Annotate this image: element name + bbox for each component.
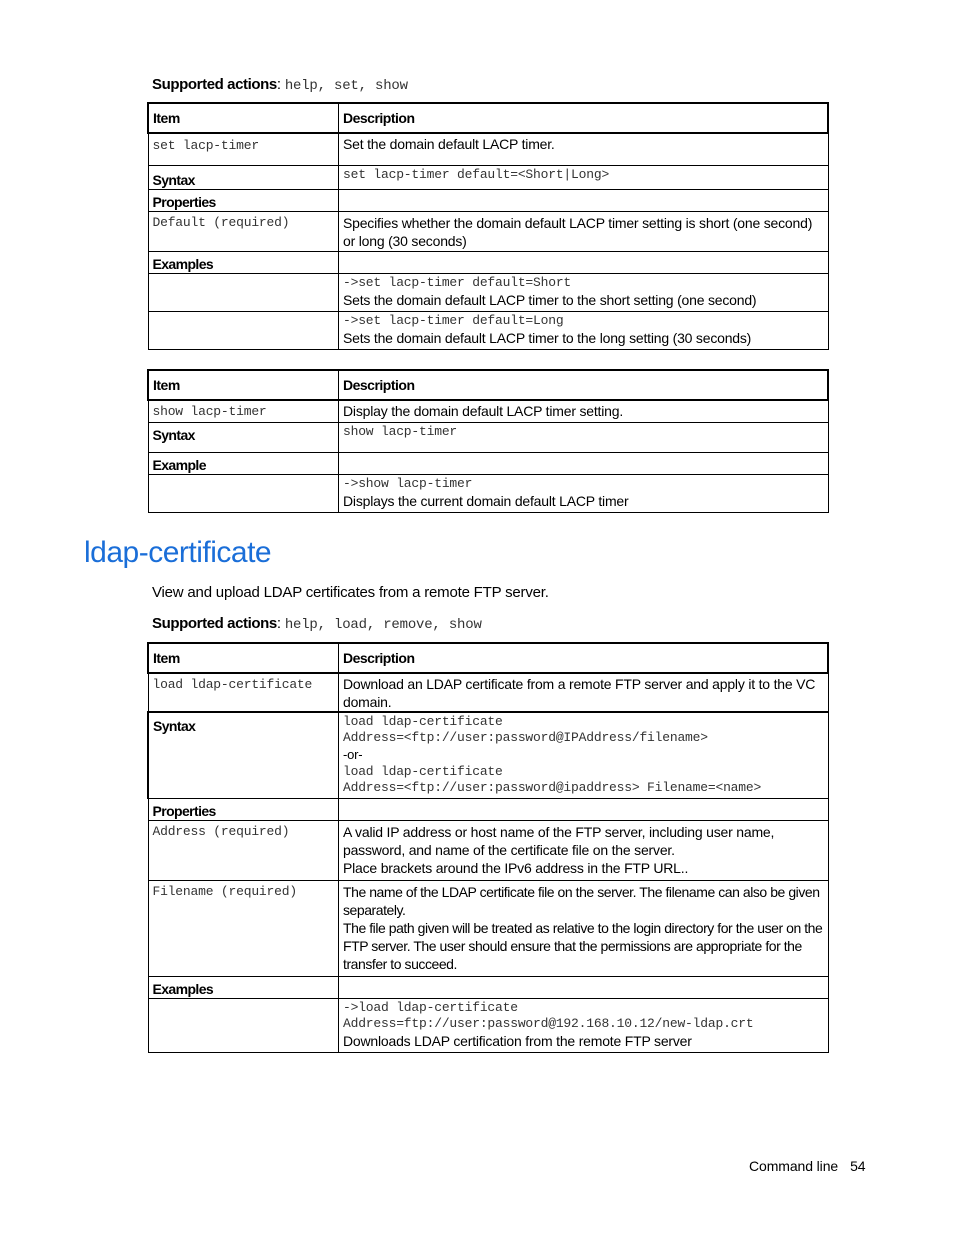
header-item: Item xyxy=(148,370,339,400)
syntax-text: Address=<ftp://user:password@IPAddress/filename> xyxy=(343,730,708,745)
example-command: Address=ftp://user:password@192.168.10.12/new-ldap.crt xyxy=(343,1015,754,1031)
property-name: Default (required) xyxy=(152,214,290,230)
table-row xyxy=(148,798,828,820)
command-name: load ldap-certificate xyxy=(152,677,313,692)
table-row xyxy=(148,880,828,976)
example-command: ->set lacp-timer default=Short xyxy=(343,274,572,290)
section-intro: View and upload LDAP certificates from a remote FTP server. xyxy=(152,584,549,601)
supported-actions-label: Supported actions xyxy=(152,615,277,632)
table-header-row xyxy=(148,103,828,133)
page-number: 54 xyxy=(850,1158,866,1174)
syntax-text: show lacp-timer xyxy=(343,423,458,439)
table-row xyxy=(148,976,828,998)
syntax-text: set lacp-timer default=<Short|Long> xyxy=(343,166,610,182)
table-row xyxy=(148,251,828,273)
table-row xyxy=(148,211,828,251)
load-ldap-certificate-table xyxy=(147,642,829,1053)
table-row xyxy=(148,273,828,311)
syntax-text: load ldap-certificate xyxy=(343,714,503,729)
table-row xyxy=(148,474,828,512)
property-description: A valid IP address or host name of the FTP server, including user name, password, and name of the certificate file on the server. xyxy=(343,823,775,858)
property-description: The name of the LDAP certificate file on the server. The filename can also be given separately. xyxy=(343,883,820,918)
property-description: Place brackets around the IPv6 address in the FTP URL.. xyxy=(343,859,689,876)
header-item: Item xyxy=(148,643,339,673)
table-header-row xyxy=(148,370,828,400)
example-command: ->load ldap-certificate xyxy=(343,999,518,1015)
syntax-label: Syntax xyxy=(148,422,339,452)
syntax-text: Address=<ftp://user:password@ipaddress> Filename=<name> xyxy=(343,780,762,795)
command-name: show lacp-timer xyxy=(152,404,267,419)
examples-label: Examples xyxy=(148,976,339,998)
header-item: Item xyxy=(148,103,339,133)
table-row xyxy=(148,452,828,474)
supported-actions-value: help, load, remove, show xyxy=(284,617,482,633)
command-description: Display the domain default LACP timer setting. xyxy=(339,400,829,422)
show-lacp-timer-table xyxy=(147,369,829,513)
table-row xyxy=(148,400,828,422)
example-label: Example xyxy=(148,452,339,474)
table-row xyxy=(148,998,828,1052)
supported-actions-line: Supported actions: help, set, show xyxy=(152,76,408,94)
properties-label: Properties xyxy=(148,189,339,211)
example-description: Sets the domain default LACP timer to the long setting (30 seconds) xyxy=(343,329,752,346)
property-description: The file path given will be treated as relative to the login directory for the user on the FTP server. The user should ensure that the permissions are appropriate for the transfer to succeed. xyxy=(343,919,823,972)
properties-label: Properties xyxy=(148,798,339,820)
command-name: set lacp-timer xyxy=(152,138,259,153)
set-lacp-timer-table xyxy=(147,102,829,350)
table-row xyxy=(148,165,828,189)
table-row xyxy=(148,673,828,712)
footer-section: Command line xyxy=(749,1158,839,1174)
syntax-label: Syntax xyxy=(148,712,339,798)
syntax-text: load ldap-certificate xyxy=(343,764,503,779)
table-row xyxy=(148,820,828,880)
examples-label: Examples xyxy=(148,251,339,273)
table-row xyxy=(148,189,828,211)
command-description: Set the domain default LACP timer. xyxy=(339,133,829,165)
table-row xyxy=(148,422,828,452)
supported-actions-value: help, set, show xyxy=(284,78,408,94)
syntax-label: Syntax xyxy=(148,165,339,189)
command-description: Download an LDAP certificate from a remote FTP server and apply it to the VC domain. xyxy=(339,673,829,712)
header-description: Description xyxy=(339,370,829,400)
table-header-row xyxy=(148,643,828,673)
example-command: ->show lacp-timer xyxy=(343,475,473,491)
page-footer xyxy=(749,1158,865,1174)
syntax-or: -or- xyxy=(343,747,363,762)
example-description: Displays the current domain default LACP timer xyxy=(343,492,629,509)
example-description: Sets the domain default LACP timer to the short setting (one second) xyxy=(343,291,757,308)
header-description: Description xyxy=(339,103,829,133)
section-title: ldap-certificate xyxy=(84,536,272,569)
supported-actions-label: Supported actions xyxy=(152,76,277,93)
header-description: Description xyxy=(339,643,829,673)
supported-actions-line: Supported actions: help, load, remove, show xyxy=(152,615,482,633)
example-description: Downloads LDAP certification from the remote FTP server xyxy=(343,1032,692,1049)
property-description: Specifies whether the domain default LACP timer setting is short (one second) or long (30 seconds) xyxy=(339,211,829,251)
example-command: ->set lacp-timer default=Long xyxy=(343,312,564,328)
table-row xyxy=(148,133,828,165)
property-name: Address (required) xyxy=(152,823,290,839)
property-name: Filename (required) xyxy=(152,883,297,899)
table-row xyxy=(148,712,828,798)
table-row xyxy=(148,311,828,349)
